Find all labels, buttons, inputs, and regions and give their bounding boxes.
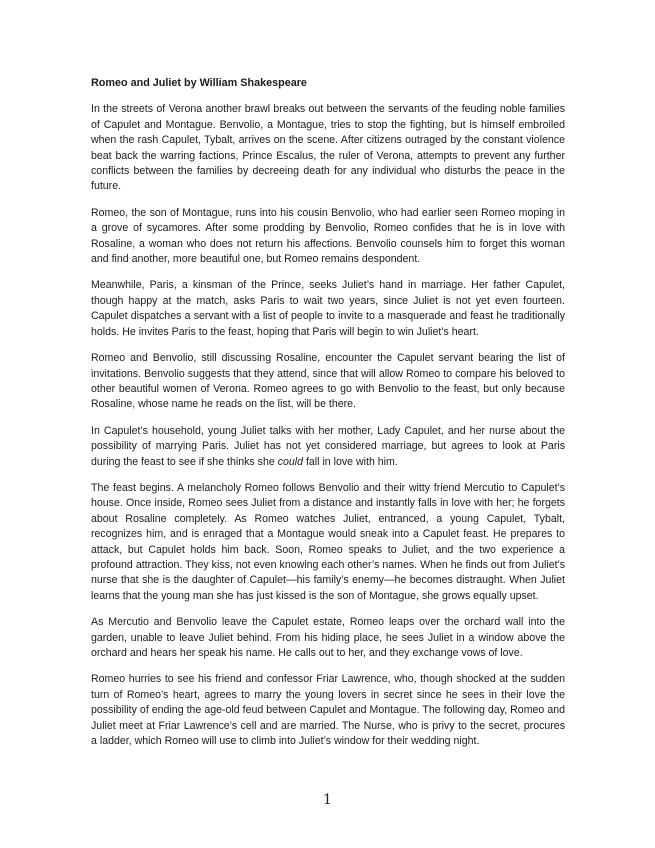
paragraph-8: Romeo hurries to see his friend and confessor Friar Lawrence, who, though shocked at the sudden turn of Romeo’s heart, agrees to marry the young lovers in secret since he sees in their love the possibility of ending the age-old feud between Capulet and Montague. The following day, Romeo and Juliet meet at Friar Lawrence’s cell and are married. The Nurse, who is privy to the secret, procures a ladder, which Romeo will use to climb into Juliet’s window for their wedding night.: [91, 673, 565, 748]
paragraph-2: Romeo, the son of Montague, runs into his cousin Benvolio, who had earlier seen Romeo moping in a grove of sycamores. After some prodding by Benvolio, Romeo confides that he is in love with Rosaline, a woman who does not return his affections. Benvolio counsels him to forget this woman and find another, more beautiful one, but Romeo remains despondent.: [91, 206, 565, 266]
document-body: [91, 76, 565, 760]
paragraph-3: Meanwhile, Paris, a kinsman of the Prince, seeks Juliet’s hand in marriage. Her father Capulet, though happy at the match, asks Paris to wait two years, since Juliet is not yet even fourteen. Capulet dispatches a servant with a list of people to invite to a masquerade and feast he traditionally holds. He invites Paris to the feast, hoping that Paris will begin to win Juliet’s heart.: [91, 279, 565, 338]
paragraph-1: In the streets of Verona another brawl breaks out between the servants of the feuding noble families of Capulet and Montague. Benvolio, a Montague, tries to stop the fighting, but is himself embroiled when the rash Capulet, Tybalt, arrives on the scene. After citizens outraged by the constant violence beat back the warring factions, Prince Escalus, the ruler of Verona, attempts to prevent any further conflicts between the families by decreeing death for any individual who disturbs the peace in the future.: [91, 103, 565, 193]
paragraph-4: Romeo and Benvolio, still discussing Rosaline, encounter the Capulet servant bearing the list of invitations. Benvolio suggests that they attend, since that will allow Romeo to compare his beloved to other beautiful women of Verona. Romeo agrees to go with Benvolio to the feast, but only because Rosaline, whose name he reads on the list, will be there.: [91, 352, 565, 411]
paragraph-5-text-before: In Capulet’s household, young Juliet talks with her mother, Lady Capulet, and her nurse about the possibility of marrying Paris. Juliet has not yet considered marriage, but agrees to look at Paris during the feast to see if she thinks she: [91, 424, 565, 468]
paragraph-7: As Mercutio and Benvolio leave the Capulet estate, Romeo leaps over the orchard wall into the garden, unable to leave Juliet behind. From his hiding place, he sees Juliet in a window above the orchard and hears her speak his name. He calls out to her, and they exchange vows of love.: [91, 616, 565, 659]
paragraph-5-emphasis: could: [277, 455, 304, 468]
page-number: 1: [323, 792, 332, 808]
paragraph-5-text-after: fall in love with him.: [303, 455, 398, 468]
paragraph-6: The feast begins. A melancholy Romeo follows Benvolio and their witty friend Mercutio to Capulet’s house. Once inside, Romeo sees Juliet from a distance and instantly falls in love with her; he forgets about Rosaline completely. As Romeo watches Juliet, entranced, a young Capulet, Tybalt, recognizes him, and is enraged that a Montague would sneak into a Capulet feast. He prepares to attack, but Capulet holds him back. Soon, Romeo speaks to Juliet, and the two experience a profound attraction. They kiss, not even knowing each other’s names. When he finds out from Juliet’s nurse that she is the daughter of Capulet—his family’s enemy—he becomes distraught. When Juliet learns that the young man she has just kissed is the son of Montague, she grows equally upset.: [91, 481, 565, 602]
paragraph-5: [91, 424, 565, 470]
document-title: Romeo and Juliet by William Shakespeare: [91, 77, 307, 89]
